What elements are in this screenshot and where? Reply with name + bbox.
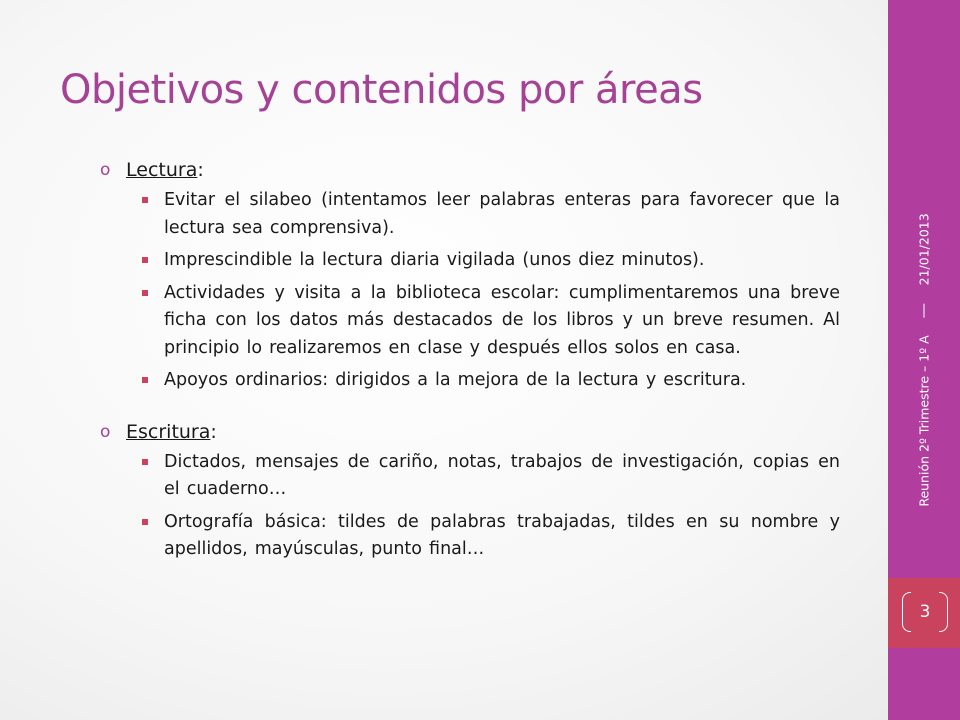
- list-item: [100, 187, 840, 242]
- list-item-text: Ortografía básica: tildes de palabras trabajadas, tildes en su nombre y apellidos, mayúsculas, punto final…: [164, 511, 840, 559]
- square-bullet-icon: [142, 377, 148, 383]
- section-heading-label: Lectura: [126, 159, 198, 181]
- circle-bullet-icon: o: [100, 421, 111, 442]
- list-item-text: Evitar el silabeo (intentamos leer palabras enteras para favorecer que la lectura sea comprensiva).: [164, 190, 840, 238]
- footer-date: 21/01/2013: [916, 213, 932, 286]
- right-bracket-icon: [939, 592, 948, 632]
- list-item: [100, 280, 840, 363]
- square-bullet-icon: [142, 197, 148, 203]
- escritura-list: [100, 449, 840, 564]
- slide-title: Objetivos y contenidos por áreas: [60, 67, 703, 113]
- section-heading-suffix: :: [210, 420, 217, 443]
- list-item: [100, 367, 840, 395]
- list-item-text: Imprescindible la lectura diaria vigilada (unos diez minutos).: [164, 250, 705, 270]
- list-item: [100, 247, 840, 275]
- list-item: [100, 509, 840, 564]
- section-heading-lectura: [100, 156, 840, 185]
- separator-icon: [923, 303, 925, 317]
- section-heading-label: Escritura: [126, 420, 211, 443]
- footer-text: Reunión 2º Trimestre – 1º A: [916, 335, 932, 507]
- left-bracket-icon: [902, 592, 911, 632]
- list-item-text: Actividades y visita a la biblioteca escolar: cumplimentaremos una breve ficha con los datos más destacados de los libros y un breve resumen. Al principio lo realizaremos en clase y después ellos solos en casa.: [164, 282, 840, 358]
- slide-content: [100, 156, 840, 569]
- circle-bullet-icon: o: [100, 160, 111, 180]
- square-bullet-icon: [142, 257, 148, 263]
- square-bullet-icon: [142, 519, 148, 525]
- section-heading-suffix: :: [197, 159, 204, 181]
- page-number-value: 3: [919, 602, 931, 622]
- square-bullet-icon: [142, 459, 148, 465]
- square-bullet-icon: [142, 290, 148, 296]
- page-number: [902, 592, 948, 632]
- section-heading-escritura: [100, 418, 840, 447]
- vertical-footer: [917, 213, 932, 506]
- list-item-text: Dictados, mensajes de cariño, notas, trabajos de investigación, copias en el cuaderno…: [164, 451, 840, 499]
- list-item-text: Apoyos ordinarios: dirigidos a la mejora de la lectura y escritura.: [164, 370, 747, 390]
- list-item: [100, 449, 840, 504]
- lectura-list: [100, 187, 840, 395]
